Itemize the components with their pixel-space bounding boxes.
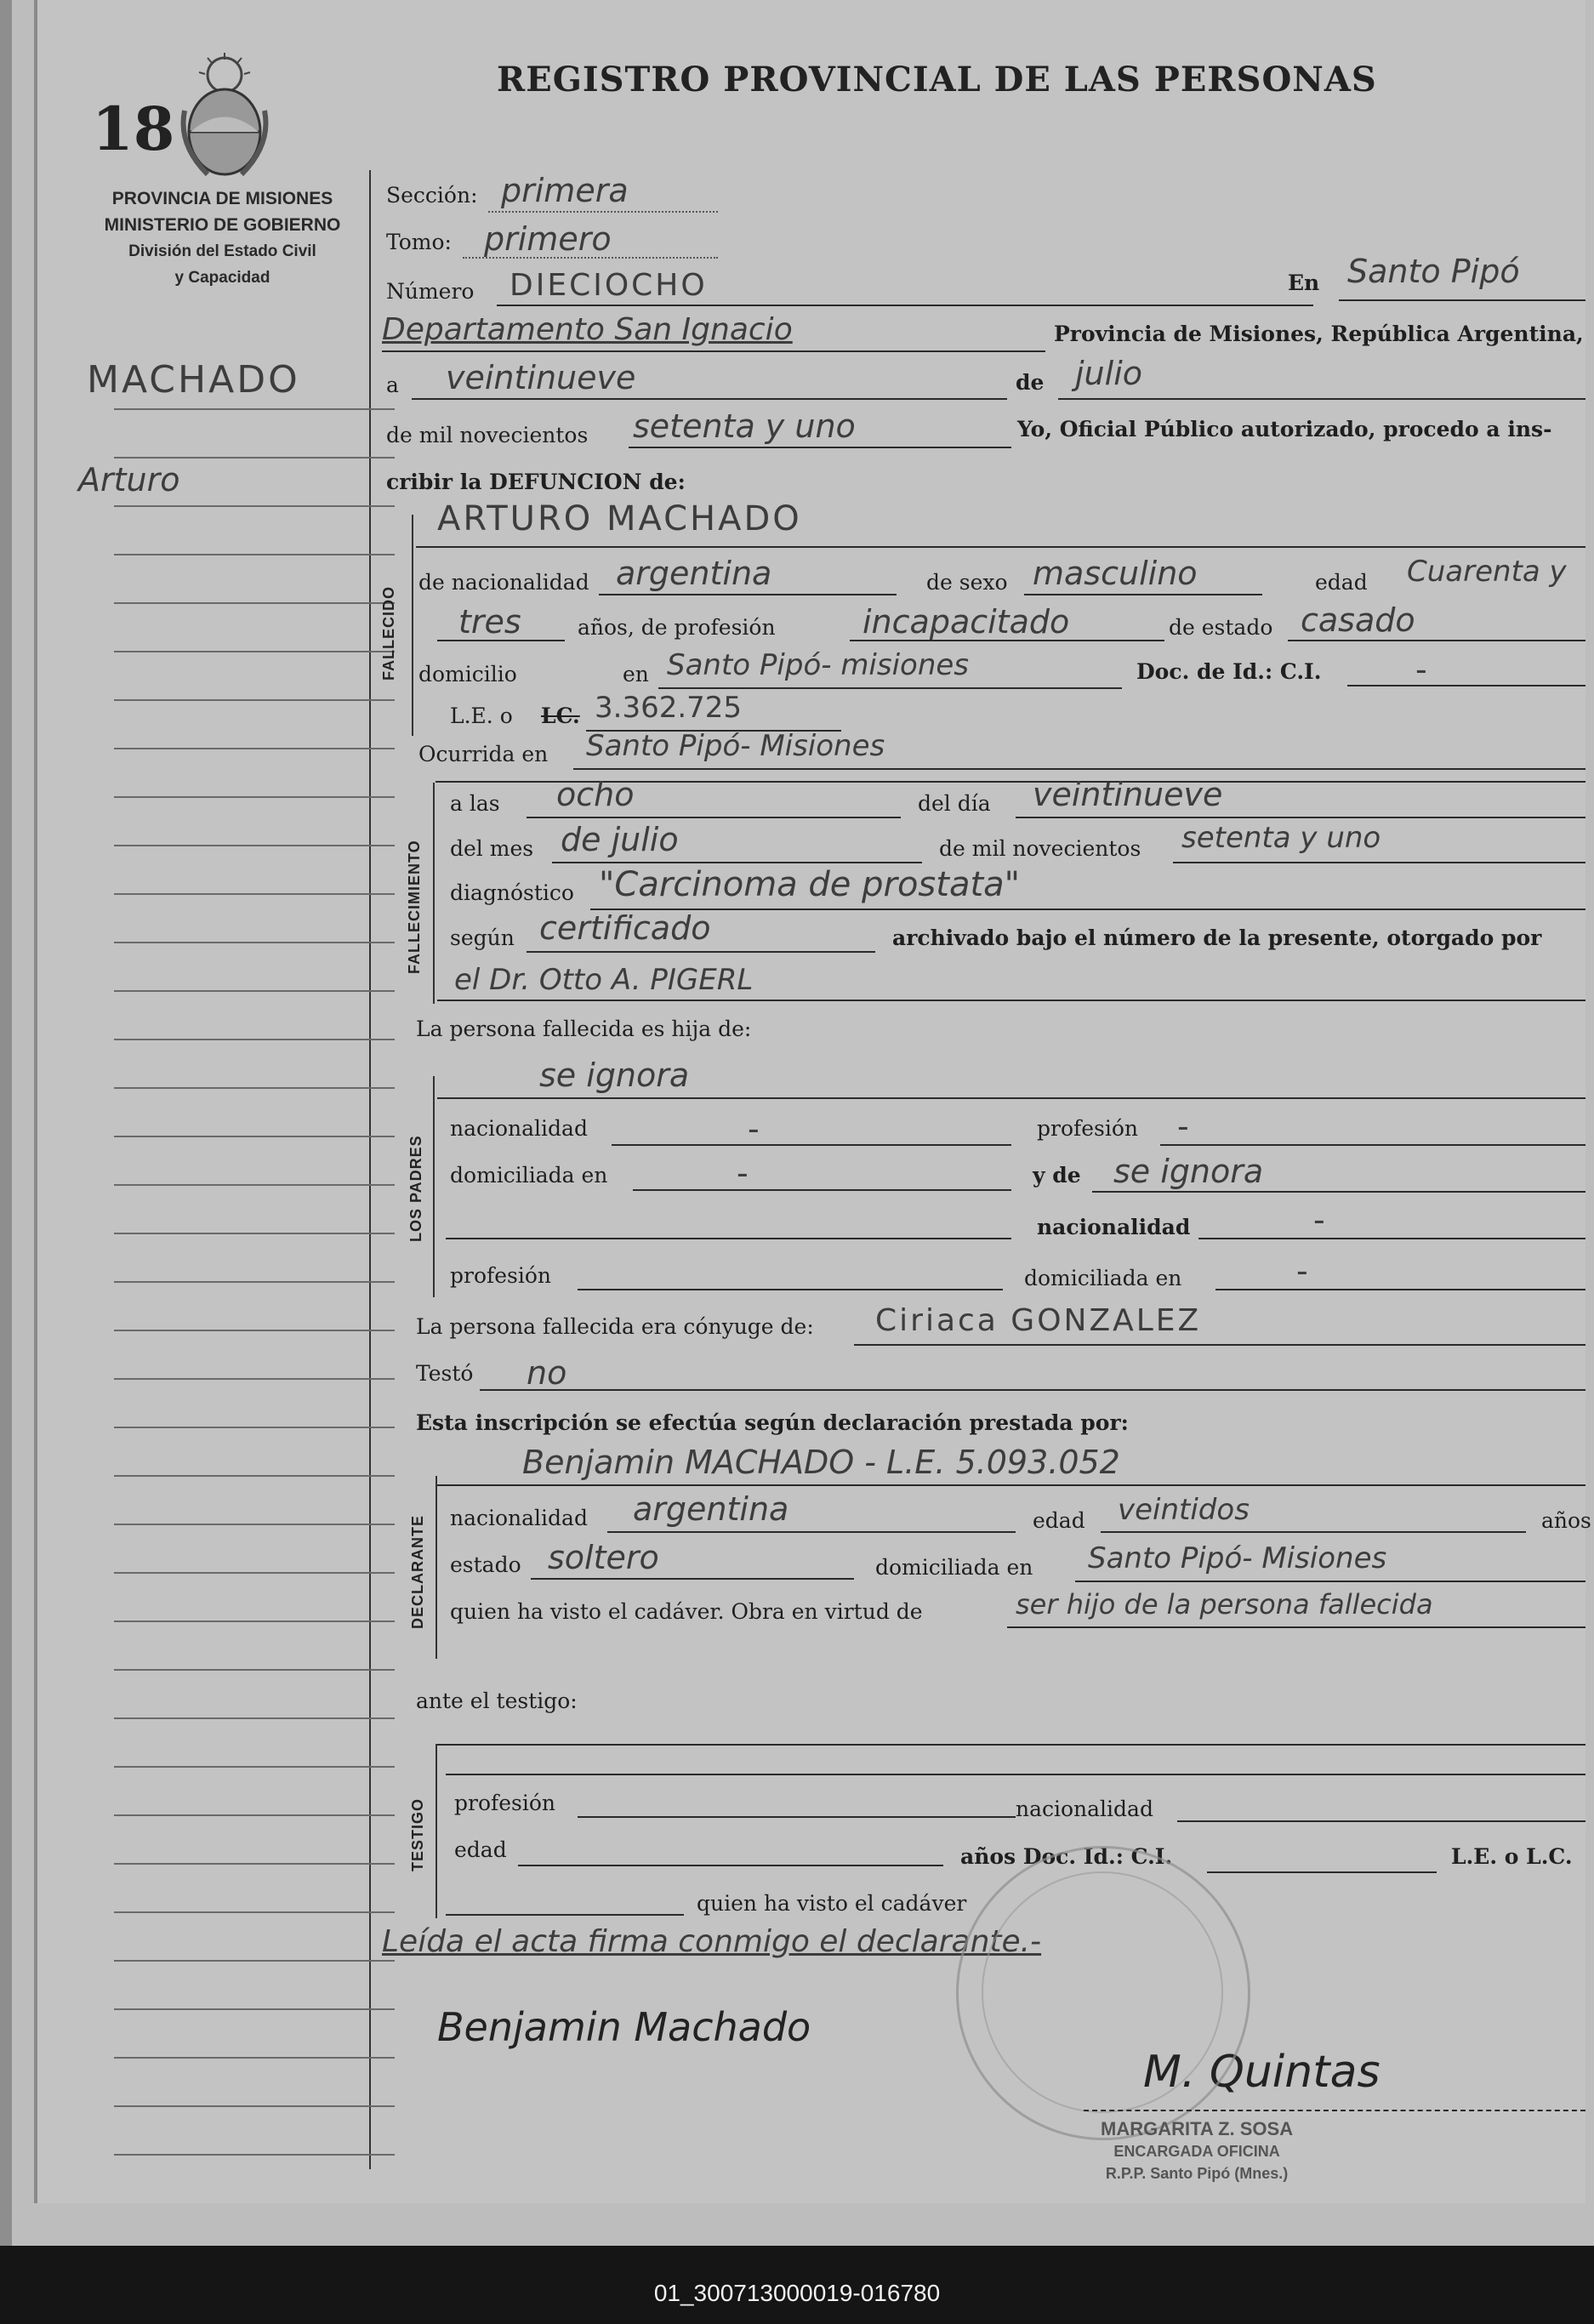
padres-domiciliada-value: - — [737, 1154, 749, 1192]
padres-nacionalidad2-label: nacionalidad — [1037, 1215, 1191, 1239]
margin-ruled-line — [114, 893, 395, 895]
margin-ruled-line — [114, 1475, 395, 1477]
dia-line — [412, 398, 1007, 400]
mes-de-label: de — [1016, 370, 1045, 395]
departamento-value: Departamento San Ignacio — [382, 312, 793, 347]
yo-text: Yo, Oficial Público autorizado, procedo a ins- — [1017, 417, 1552, 441]
padres-domiciliada2-label: domiciliada en — [1024, 1266, 1182, 1290]
margin-ruled-line — [114, 2105, 395, 2107]
agency-division: División del Estado Civil — [128, 242, 316, 260]
padres-nacionalidad-label: nacionalidad — [450, 1116, 588, 1141]
en-line — [1339, 299, 1585, 301]
anos-profesion-label: años, de profesión — [578, 615, 776, 640]
medico-value: el Dr. Otto A. PIGERL — [454, 963, 754, 997]
a-las-label: a las — [450, 791, 500, 816]
edad-line — [437, 640, 565, 641]
margin-ruled-line — [114, 1136, 395, 1137]
seccion-label: Sección: — [386, 183, 478, 208]
declarante-edad-value: veintidos — [1118, 1493, 1250, 1527]
padres-profesion2-label: profesión — [450, 1263, 552, 1288]
margin-ruled-line — [114, 1330, 395, 1331]
mes-line — [1058, 398, 1585, 400]
book-spine — [0, 0, 12, 2246]
margin-ruled-line — [114, 990, 395, 992]
profesion-value: incapacitado — [862, 603, 1070, 641]
margin-ruled-line — [114, 1427, 395, 1428]
nacionalidad-value: argentina — [616, 555, 772, 592]
margin-ruled-line — [114, 845, 395, 846]
inscripcion-label: Esta inscripción se efectúa según declaración prestada por: — [416, 1410, 1129, 1435]
official-signature: M. Quintas — [1143, 2047, 1381, 2098]
padres-domiciliada2-value: - — [1296, 1252, 1308, 1290]
fallecimiento-section-label: FALLECIMIENTO — [406, 840, 423, 974]
conyuge-label: La persona fallecida era cónyuge de: — [416, 1314, 814, 1339]
official-stamp-office: R.P.P. Santo Pipó (Mnes.) — [1105, 2165, 1289, 2182]
domicilio-en-label: en — [623, 662, 649, 686]
testigo-ante-label: ante el testigo: — [416, 1689, 578, 1713]
padres-bracket — [433, 1076, 435, 1297]
tomo-value: primero — [484, 220, 612, 258]
padres-profesion-value: - — [1177, 1108, 1189, 1145]
dia-value: veintinueve — [446, 359, 636, 396]
domicilio-value: Santo Pipó- misiones — [667, 648, 970, 682]
testo-label: Testó — [416, 1361, 474, 1386]
estado-line — [1288, 640, 1585, 641]
padres-domiciliada-label: domiciliada en — [450, 1163, 608, 1188]
numero-value: DIECIOCHO — [510, 268, 708, 303]
a-label: a — [386, 373, 399, 397]
padres-profesion2-line — [578, 1289, 1003, 1290]
seccion-value: primera — [501, 172, 629, 209]
margin-ruled-line — [114, 1814, 395, 1816]
margin-ruled-line — [114, 1863, 395, 1865]
mes-value: julio — [1075, 355, 1143, 392]
numero-line — [497, 305, 1313, 306]
dia-fall-value: veintinueve — [1033, 776, 1223, 813]
testo-value: no — [527, 1354, 567, 1392]
page-number: 18 — [92, 94, 175, 164]
doc-label: Doc. de Id.: C.I. — [1136, 659, 1322, 684]
conyuge-value: Ciriaca GONZALEZ — [875, 1303, 1202, 1338]
sexo-value: masculino — [1033, 555, 1198, 592]
margin-ruled-line — [114, 1960, 395, 1962]
anio-value: setenta y uno — [633, 407, 856, 445]
hora-line — [527, 817, 901, 818]
padre-line — [437, 1097, 1585, 1099]
declarante-name: Benjamin MACHADO - L.E. 5.093.052 — [522, 1444, 1120, 1481]
madre-line — [1092, 1191, 1585, 1193]
testigo-doc-line — [1207, 1871, 1437, 1873]
le-value: 3.362.725 — [595, 691, 743, 725]
edad-label: edad — [1315, 570, 1368, 595]
provincia-label: Provincia de Misiones, República Argentina, — [1054, 322, 1584, 346]
margin-ruled-line — [114, 602, 395, 604]
agency-block — [76, 185, 369, 291]
tomo-label: Tomo: — [386, 230, 452, 254]
fallecido-name: ARTURO MACHADO — [437, 499, 802, 538]
mes-fall-line — [552, 862, 922, 863]
padres-profesion-label: profesión — [1037, 1116, 1139, 1141]
testigo-profesion-label: profesión — [454, 1791, 556, 1815]
declarante-name-line — [437, 1484, 1585, 1486]
declarante-edad-label: edad — [1033, 1508, 1085, 1533]
declarante-virtud-line — [1007, 1626, 1585, 1628]
margin-ruled-line — [114, 1717, 395, 1719]
y-de-label: y de — [1033, 1163, 1081, 1188]
footer-file-id: 01_300713000019-016780 — [653, 2280, 941, 2306]
estado-label: de estado — [1169, 615, 1273, 640]
testigo-cadaver-label: quien ha visto el cadáver — [697, 1891, 967, 1916]
padres-nacionalidad2-line — [1198, 1238, 1585, 1239]
declarante-nacionalidad-line — [607, 1531, 1016, 1533]
declarante-estado-line — [531, 1578, 854, 1580]
nacionalidad-line — [599, 594, 897, 595]
padres-domiciliada-line — [633, 1189, 1011, 1191]
margin-ruled-line — [114, 1039, 395, 1040]
column-divider — [369, 170, 371, 2169]
margin-given-name: Arturo — [78, 461, 180, 498]
doc-value: - — [1415, 651, 1427, 688]
padres-domiciliada2-line — [1215, 1289, 1585, 1290]
ocurrida-line — [573, 768, 1585, 770]
margin-ruled-line — [114, 457, 395, 459]
declarante-virtud-value: ser hijo de la persona fallecida — [1016, 1588, 1433, 1621]
official-stamp-role: ENCARGADA OFICINA — [1113, 2143, 1280, 2160]
margin-ruled-line — [114, 1233, 395, 1234]
closing-note: Leída el acta firma conmigo el declarante.- — [382, 1924, 1042, 1959]
del-mes-label: del mes — [450, 836, 534, 861]
numero-label: Número — [386, 279, 475, 304]
margin-ruled-line — [114, 1184, 395, 1186]
agency-province: PROVINCIA DE MISIONES — [111, 189, 333, 208]
official-stamp — [1101, 2118, 1293, 2184]
conyuge-line — [854, 1344, 1585, 1346]
seccion-line — [488, 211, 718, 213]
fallecido-name-line — [416, 546, 1585, 548]
testigo-le-lc-label: L.E. o L.C. — [1451, 1844, 1573, 1869]
testigo-nacionalidad-line — [1177, 1820, 1585, 1822]
fallecido-bracket — [412, 515, 413, 736]
en-value: Santo Pipó — [1347, 253, 1520, 290]
margin-ruled-line — [114, 1621, 395, 1622]
margin-ruled-line — [114, 408, 395, 410]
margin-ruled-line — [114, 1087, 395, 1089]
departamento-line — [382, 350, 1045, 352]
testigo-line-1 — [437, 1744, 1585, 1746]
testigo-line-2 — [446, 1774, 1585, 1775]
anio-line — [629, 447, 1011, 448]
declarante-nacionalidad-value: argentina — [633, 1490, 789, 1528]
diagnostico-line — [590, 909, 1585, 910]
testigo-nacionalidad-label: nacionalidad — [1016, 1797, 1153, 1821]
doc-line — [1347, 685, 1585, 686]
testigo-edad-label: edad — [454, 1837, 507, 1862]
sexo-label: de sexo — [926, 570, 1008, 595]
official-stamp-name: MARGARITA Z. SOSA — [1101, 2118, 1294, 2139]
office-seal-inner — [982, 1871, 1223, 2113]
sexo-line — [1024, 594, 1262, 595]
margin-ruled-line — [114, 748, 395, 749]
padres-intro: La persona fallecida es hija de: — [416, 1017, 752, 1041]
segun-line — [527, 951, 875, 953]
margin-surname: MACHADO — [87, 358, 300, 402]
testigo-edad-line — [518, 1865, 943, 1866]
segun-value: certificado — [539, 909, 711, 947]
declarante-anos-label: años — [1541, 1508, 1591, 1533]
diagnostico-label: diagnóstico — [450, 880, 574, 905]
declarante-estado-label: estado — [450, 1552, 521, 1577]
anio-fall-value: setenta y uno — [1181, 821, 1381, 855]
margin-ruled-line — [114, 1669, 395, 1671]
archivado-text: archivado bajo el número de la presente, otorgado por — [892, 926, 1542, 950]
padres-nacionalidad2-value: - — [1313, 1201, 1325, 1239]
margin-ruled-line — [114, 1524, 395, 1525]
margin-ruled-line — [114, 651, 395, 652]
diagnostico-value: "Carcinoma de prostata" — [599, 865, 1021, 904]
declarante-estado-value: soltero — [548, 1539, 659, 1576]
fallecido-section-label: FALLECIDO — [380, 586, 397, 681]
declarante-domiciliada-label: domiciliada en — [875, 1555, 1033, 1580]
page-title: REGISTRO PROVINCIAL DE LAS PERSONAS — [497, 60, 1377, 100]
margin-ruled-line — [114, 1281, 395, 1283]
segun-label: según — [450, 926, 515, 950]
fallecimiento-bracket — [433, 783, 435, 1004]
declarante-bracket — [436, 1476, 437, 1659]
padres-nacionalidad-line — [612, 1144, 1011, 1146]
le-struck-label: LC. — [541, 703, 580, 728]
padres-nacionalidad-value: - — [748, 1110, 760, 1148]
padre-value: se ignora — [539, 1057, 690, 1094]
margin-ruled-line — [114, 1572, 395, 1574]
agency-ministry: MINISTERIO DE GOBIERNO — [104, 215, 341, 235]
estado-value: casado — [1301, 601, 1415, 639]
en-label: En — [1288, 271, 1320, 295]
domicilio-label: domicilio — [418, 662, 517, 686]
edad-value-1: Cuarenta y — [1407, 555, 1567, 589]
agency-capacidad: y Capacidad — [174, 269, 270, 287]
le-label: L.E. o — [450, 703, 513, 728]
anio-prefix-label: de mil novecientos — [386, 423, 589, 447]
margin-ruled-line — [114, 1911, 395, 1913]
padres-section-label: LOS PADRES — [407, 1135, 424, 1242]
coat-of-arms-icon — [178, 51, 271, 179]
margin-ruled-line — [114, 942, 395, 943]
domicilio-line — [658, 687, 1122, 689]
signature-line — [1084, 2110, 1585, 2111]
testigo-anos-doc-label: años Doc. Id.: C.I. — [960, 1844, 1173, 1869]
madre-value: se ignora — [1113, 1153, 1264, 1190]
hora-value: ocho — [556, 776, 635, 813]
margin-ruled-line — [114, 2008, 395, 2010]
declarante-edad-line — [1101, 1531, 1526, 1533]
edad-value-2: tres — [458, 603, 521, 641]
margin-ruled-line — [114, 2154, 395, 2156]
medico-line — [437, 1000, 1585, 1001]
mes-fall-value: de julio — [561, 821, 679, 858]
testigo-section-label: TESTIGO — [409, 1797, 426, 1871]
margin-ruled-line — [114, 2057, 395, 2059]
inscribir-text: cribir la DEFUNCION de: — [386, 470, 686, 494]
ocurrida-label: Ocurrida en — [418, 742, 549, 766]
margin-ruled-line — [114, 554, 395, 555]
declarante-nacionalidad-label: nacionalidad — [450, 1506, 588, 1530]
del-dia-label: del día — [918, 791, 991, 816]
margin-ruled-line — [114, 796, 395, 798]
ocurrida-value: Santo Pipó- Misiones — [586, 729, 885, 763]
dia-fall-line — [1016, 817, 1585, 818]
testigo-bracket — [436, 1744, 437, 1918]
margin-ruled-line — [114, 1378, 395, 1380]
declarante-domicilio-value: Santo Pipó- Misiones — [1088, 1541, 1387, 1575]
testigo-profesion-line — [578, 1816, 1016, 1818]
declarant-signature: Benjamin Machado — [437, 2004, 811, 2050]
declarante-section-label: DECLARANTE — [409, 1515, 426, 1629]
testo-line — [480, 1389, 1585, 1391]
padres-profesion-line — [1160, 1144, 1585, 1146]
register-sheet — [34, 0, 1591, 2203]
nacionalidad-label: de nacionalidad — [418, 570, 589, 595]
declarante-cadaver-label: quien ha visto el cadáver. Obra en virtud de — [450, 1599, 923, 1624]
margin-ruled-line — [114, 1766, 395, 1768]
padres-blank-line — [446, 1238, 1011, 1239]
margin-ruled-line — [114, 699, 395, 701]
declarante-domicilio-line — [1075, 1581, 1585, 1582]
anio-fall-line — [1173, 862, 1585, 863]
margin-ruled-line — [114, 505, 395, 507]
testigo-cadaver-line — [446, 1914, 684, 1916]
anio-fall-label: de mil novecientos — [939, 836, 1141, 861]
